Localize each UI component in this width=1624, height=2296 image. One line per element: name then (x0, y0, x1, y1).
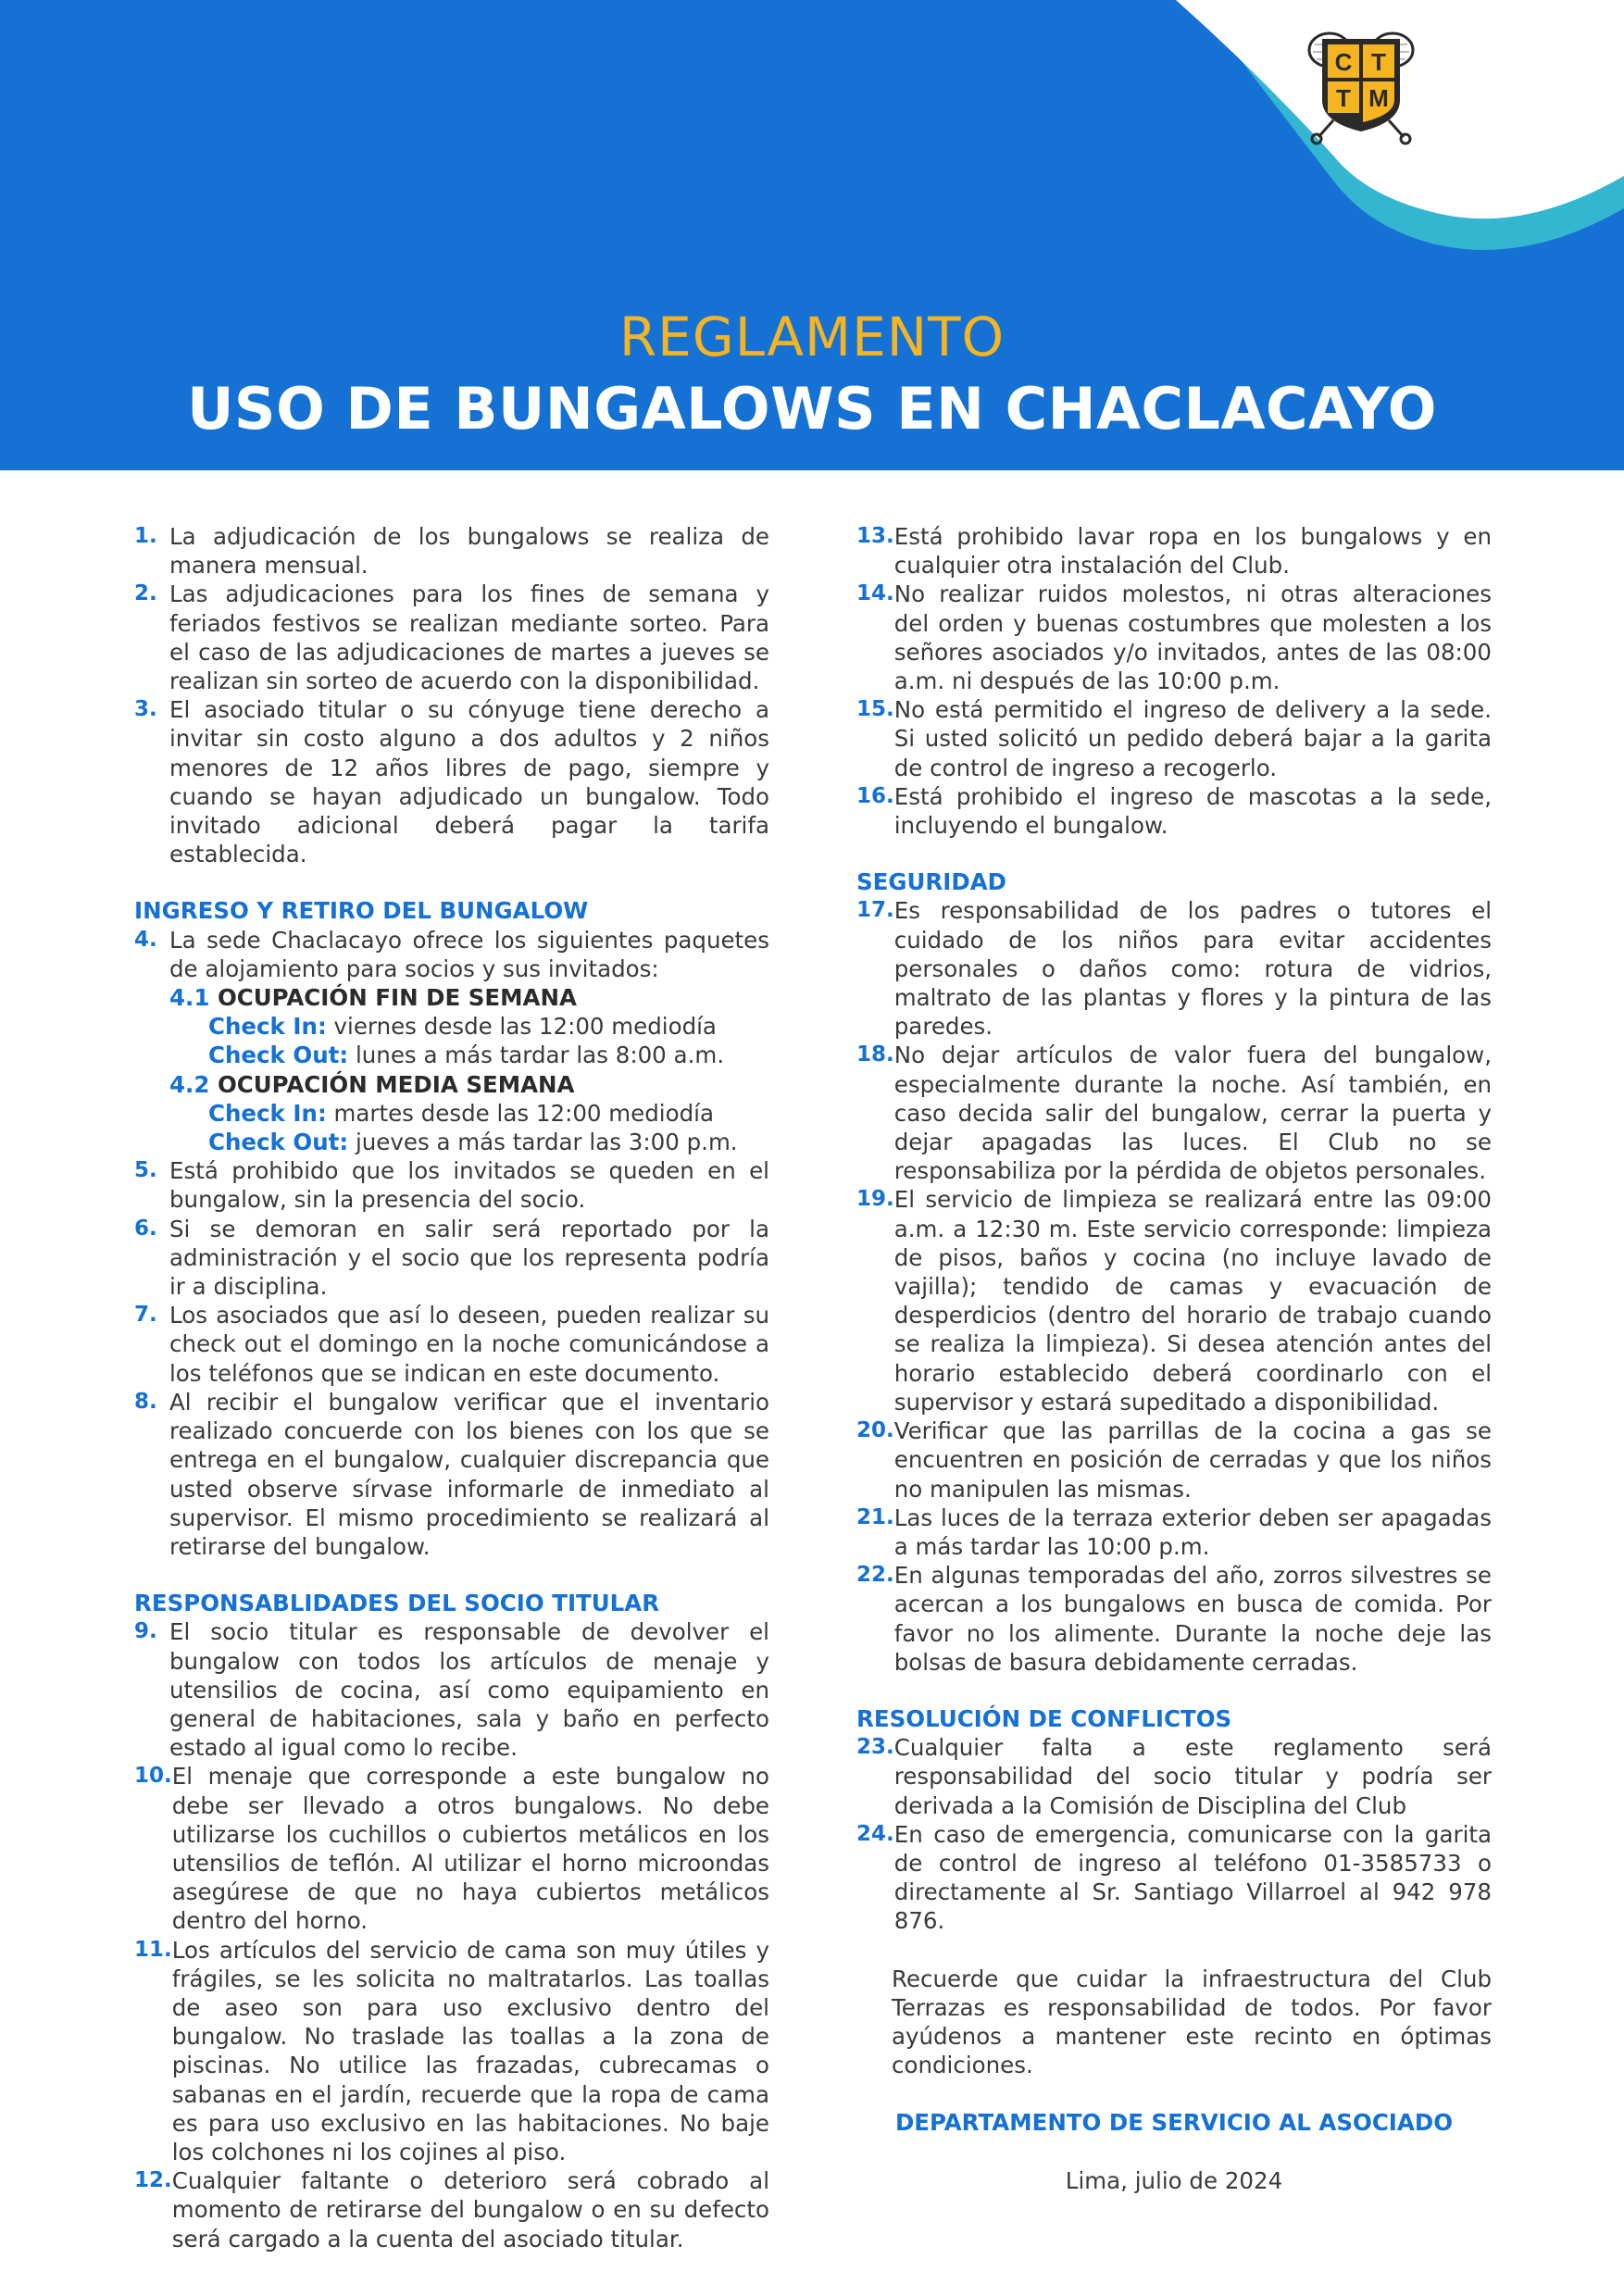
rule-number: 22. (856, 1563, 894, 1588)
heading-seguridad: SEGURIDAD (856, 868, 1007, 896)
rule-text: Al recibir el bungalow verificar que el inventario realizado concuerde con los bienes con los que se entrega en el bungalow, cualquier discrepancia que usted observe sírvase informarle de inmediato al supervisor. El mismo procedimiento se realizará al retirarse del bungalow. (169, 1388, 769, 1560)
rule-number: 16. (856, 783, 894, 808)
title-reglamento: REGLAMENTO (618, 306, 1006, 368)
rule-item (134, 695, 769, 868)
logo-letter-3: T (1336, 84, 1351, 112)
logo-letter-2: T (1371, 48, 1386, 76)
rule-number: 9. (134, 1619, 157, 1644)
check-in-text: martes desde las 12:00 mediodía (333, 1099, 714, 1127)
rule-number: 24. (856, 1821, 894, 1846)
rule-text: Las luces de la terraza exterior deben ser apagadas a más tardar las 10:00 p.m. (893, 1504, 1492, 1560)
rule-text: No está permitido el ingreso de delivery a la sede. Si usted solicitó un pedido deberá bajar a la garita de control de ingreso a recogerlo. (893, 696, 1492, 781)
rule-text: En algunas temporadas del año, zorros silvestres se acercan a los bungalows en busca de comida. Por favor no los alimente. Durante la noche deje las bolsas de basura debidamente cerradas. (893, 1562, 1492, 1676)
rule-item (134, 1617, 769, 1762)
logo-letter-4: M (1368, 84, 1389, 112)
rule-text: La sede Chaclacayo ofrece los siguientes paquetes de alojamiento para socios y sus invitados: (169, 926, 769, 982)
title-main: USO DE BUNGALOWS EN CHACLACAYO (187, 375, 1437, 443)
package-weekend (169, 983, 769, 1070)
rule-number: 8. (134, 1389, 157, 1414)
package-number: 4.2 (169, 1070, 210, 1098)
check-in-label: Check In: (208, 1013, 327, 1041)
package-number: 4.1 (169, 984, 210, 1012)
rule-number: 17. (856, 898, 894, 923)
check-out-text: jueves a más tardar las 3:00 p.m. (355, 1129, 738, 1156)
department-signature: DEPARTAMENTO DE SERVICIO AL ASOCIADO (894, 2109, 1454, 2137)
rule-item (856, 1561, 1492, 1677)
rule-item (134, 522, 769, 580)
rule-text: El socio titular es responsable de devolver el bungalow con todos los artículos de menaje y utensilios de cocina, así como equipamiento en general de habitaciones, sala y baño en perfecto estado al igual como lo recibe. (169, 1618, 769, 1762)
rule-text: No realizar ruidos molestos, ni otras alteraciones del orden y buenas costumbres que molesten a los señores asociados y/o invitados, antes de las 08:00 a.m. ni después de las 10:00 p.m. (893, 580, 1492, 695)
rule-text: No dejar artículos de valor fuera del bungalow, especialmente durante la noche. Así también, en caso decida salir del bungalow, cerrar la puerta y dejar apagadas las luces. El Club no se responsabiliza por la pérdida de objetos personales. (893, 1042, 1492, 1185)
rule-item (856, 695, 1492, 782)
rule-item (134, 580, 769, 695)
rule-item (134, 1762, 769, 1935)
rule-number: 18. (856, 1042, 894, 1067)
rule-item (134, 2166, 769, 2253)
rule-number: 7. (134, 1303, 157, 1328)
rule-number: 23. (856, 1735, 894, 1760)
logo-letter-1: C (1334, 48, 1353, 76)
document-date: Lima, julio de 2024 (1065, 2166, 1283, 2194)
rule-text: Está prohibido que los invitados se queden en el bungalow, sin la presencia del socio. (169, 1157, 769, 1214)
rule-item (856, 1733, 1492, 1820)
rule-number: 14. (856, 581, 894, 606)
rule-text: Está prohibido el ingreso de mascotas a la sede, incluyendo el bungalow. (893, 782, 1492, 840)
rule-item (856, 1041, 1492, 1185)
rule-item (856, 782, 1492, 840)
rule-item (856, 522, 1492, 580)
rule-number: 1. (134, 524, 157, 548)
rule-item (134, 1388, 769, 1561)
rule-item (134, 1301, 769, 1388)
rule-number: 12. (134, 2168, 172, 2193)
closing-paragraph: Recuerde que cuidar la infraestructura del Club Terrazas es responsabilidad de todos. Por favor ayúdenos a mantener este recinto en óptimas condiciones. (892, 1965, 1492, 2079)
rule-text: Cualquier falta a este reglamento será responsabilidad del socio titular y podría ser derivada a la Comisión de Disciplina del Club (893, 1734, 1492, 1819)
rule-number: 4. (134, 927, 157, 952)
rule-item (134, 926, 769, 983)
rule-item (856, 1185, 1492, 1416)
rule-item (856, 1416, 1492, 1504)
rule-number: 2. (134, 581, 157, 606)
rule-text: Las adjudicaciones para los fines de semana y feriados festivos se realizan mediante sorteo. Para el caso de las adjudicaciones de martes a jueves se realizan sin sorteo de acuerdo con la disponibilidad. (169, 580, 769, 695)
rule-number: 13. (856, 524, 894, 548)
rule-text: Verificar que las parrillas de la cocina a gas se encuentren en posición de cerradas y que los niños no manipulen las mismas. (893, 1417, 1492, 1503)
heading-conflictos: RESOLUCIÓN DE CONFLICTOS (856, 1704, 1232, 1732)
rule-item (134, 1215, 769, 1302)
header-banner (0, 0, 1624, 470)
rule-number: 20. (856, 1418, 894, 1443)
rule-text: La adjudicación de los bungalows se realiza de manera mensual. (169, 523, 769, 580)
rule-number: 21. (856, 1504, 894, 1529)
rule-number: 3. (134, 697, 157, 722)
package-title: OCUPACIÓN MEDIA SEMANA (217, 1070, 575, 1098)
check-in-text: viernes desde las 12:00 mediodía (333, 1013, 717, 1041)
rule-number: 10. (134, 1764, 172, 1789)
rule-number: 5. (134, 1158, 157, 1183)
package-title: OCUPACIÓN FIN DE SEMANA (217, 984, 577, 1012)
rule-text: Los asociados que así lo deseen, pueden realizar su check out el domingo en la noche comunicándose a los teléfonos que se indican en este documento. (169, 1302, 769, 1387)
rule-text: El menaje que corresponde a este bungalow no debe ser llevado a otros bungalows. No debe utilizarse los cuchillos o cubiertos metálicos en los utensilios de teflón. Al utilizar el horno microondas asegúrese de que no haya cubiertos metálicos dentro del horno. (171, 1763, 769, 1935)
heading-ingreso: INGRESO Y RETIRO DEL BUNGALOW (134, 897, 589, 925)
rule-text: Es responsabilidad de los padres o tutores el cuidado de los niños para evitar accidentes personales o daños como: rotura de vidrios, maltrato de las plantas y flores y la pintura de las paredes. (893, 897, 1492, 1041)
rule-text: Está prohibido lavar ropa en los bungalows y en cualquier otra instalación del Club. (893, 523, 1492, 580)
package-midweek (169, 1070, 769, 1157)
check-in-label: Check In: (208, 1099, 327, 1127)
rule-number: 15. (856, 697, 894, 722)
check-out-text: lunes a más tardar las 8:00 a.m. (355, 1042, 725, 1069)
rule-item (856, 896, 1492, 1041)
rule-text: Cualquier faltante o deterioro será cobrado al momento de retirarse del bungalow o en su defecto será cargado a la cuenta del asociado titular. (171, 2167, 769, 2252)
rule-number: 6. (134, 1216, 157, 1241)
rule-item (134, 1936, 769, 2167)
rule-text: El servicio de limpieza se realizará entre las 09:00 a.m. a 12:30 m. Este servicio corresponde: limpieza de pisos, baños y cocina (no incluye lavado de vajilla); tendido de camas y evacuación de desperdicios (dentro del horario de trabajo cuando se realiza la limpieza). Si desea atención antes del horario establecido deberá coordinarlo con el supervisor y estará supeditado a disponibilidad. (893, 1186, 1492, 1416)
check-out-label: Check Out: (208, 1042, 349, 1069)
check-out-label: Check Out: (208, 1129, 349, 1156)
rule-text: El asociado titular o su cónyuge tiene derecho a invitar sin costo alguno a dos adultos y 2 niños menores de 12 años libres de pago, siempre y cuando se hayan adjudicado un bungalow. Todo invitado adicional deberá pagar la tarifa establecida. (169, 696, 769, 868)
rule-item (856, 1504, 1492, 1561)
right-column (856, 522, 1492, 2195)
rule-number: 19. (856, 1187, 894, 1212)
rule-item (856, 1820, 1492, 1936)
rule-number: 11. (134, 1937, 172, 1962)
left-column (134, 522, 769, 2253)
rule-text: Los artículos del servicio de cama son muy útiles y frágiles, se les solicita no maltratarlos. Las toallas de aseo son para uso exclusivo dentro del bungalow. No traslade las toallas a la zona de piscinas. No utilice las frazadas, cubrecamas o sabanas en el jardín, recuerde que la ropa de cama es para uso exclusivo en las habitaciones. No baje los colchones ni los cojines al piso. (171, 1936, 769, 2165)
rule-item (856, 580, 1492, 695)
rule-item (134, 1156, 769, 1214)
club-logo (1305, 19, 1417, 148)
rule-text: En caso de emergencia, comunicarse con la garita de control de ingreso al teléfono 01-3585733 o directamente al Sr. Santiago Villarroel al 942 978 876. (893, 1820, 1492, 1935)
heading-responsabilidades: RESPONSABLIDADES DEL SOCIO TITULAR (134, 1590, 660, 1617)
rule-text: Si se demoran en salir será reportado por la administración y el socio que los representa podría ir a disciplina. (169, 1215, 769, 1301)
